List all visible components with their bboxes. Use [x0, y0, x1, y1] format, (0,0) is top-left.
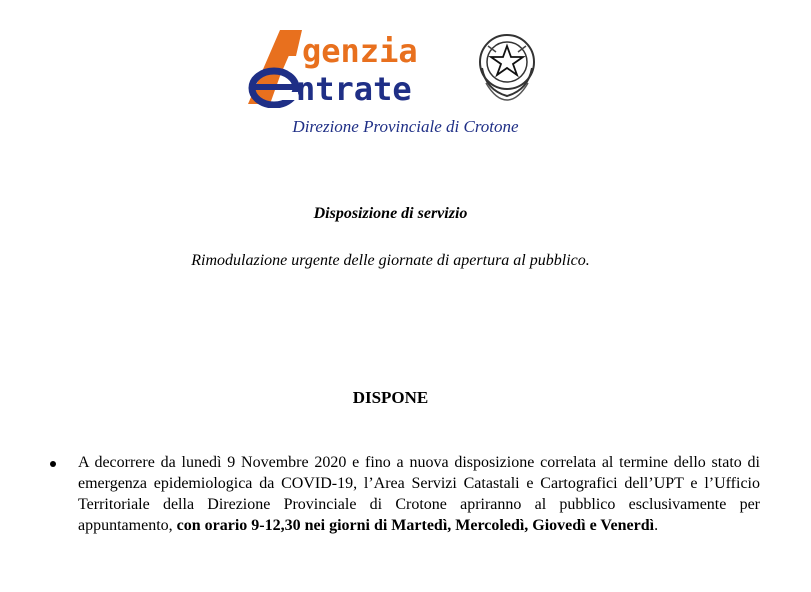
- logo-line2: ntrate: [296, 70, 412, 108]
- direzione-provinciale: Direzione Provinciale di Crotone: [292, 117, 519, 136]
- bullet-text-bold: con orario 9-12,30 nei giorni di Martedì, Mercoledì, Giovedì e Venerdì: [176, 517, 655, 534]
- logo-line1: genzia: [302, 32, 418, 70]
- bullet-text: [78, 452, 760, 536]
- agenzia-entrate-logo: [240, 26, 480, 108]
- dispone-heading: DISPONE: [352, 388, 429, 407]
- italian-republic-emblem: [476, 28, 538, 104]
- document-title: Disposizione di servizio: [313, 205, 468, 222]
- bullet-text-end: .: [654, 517, 659, 534]
- bullet-text-normal: A decorrere da lunedì 9 Novembre 2020 e fino a nuova disposizione correlata al termine dello stato di emergenza epidemiologica da COVID-19, l’Area Servizi Catastali e Cartografici dell’UPT e l’Ufficio Territoriale della Direzione Provinciale di Crotone apriranno al pubblico esclusivamente per appuntamento,: [78, 454, 760, 534]
- document-subtitle: Rimodulazione urgente delle giornate di apertura al pubblico.: [191, 252, 590, 269]
- logo-header: [240, 26, 550, 108]
- bullet-icon: [50, 461, 56, 467]
- logo-a-right: [286, 30, 302, 56]
